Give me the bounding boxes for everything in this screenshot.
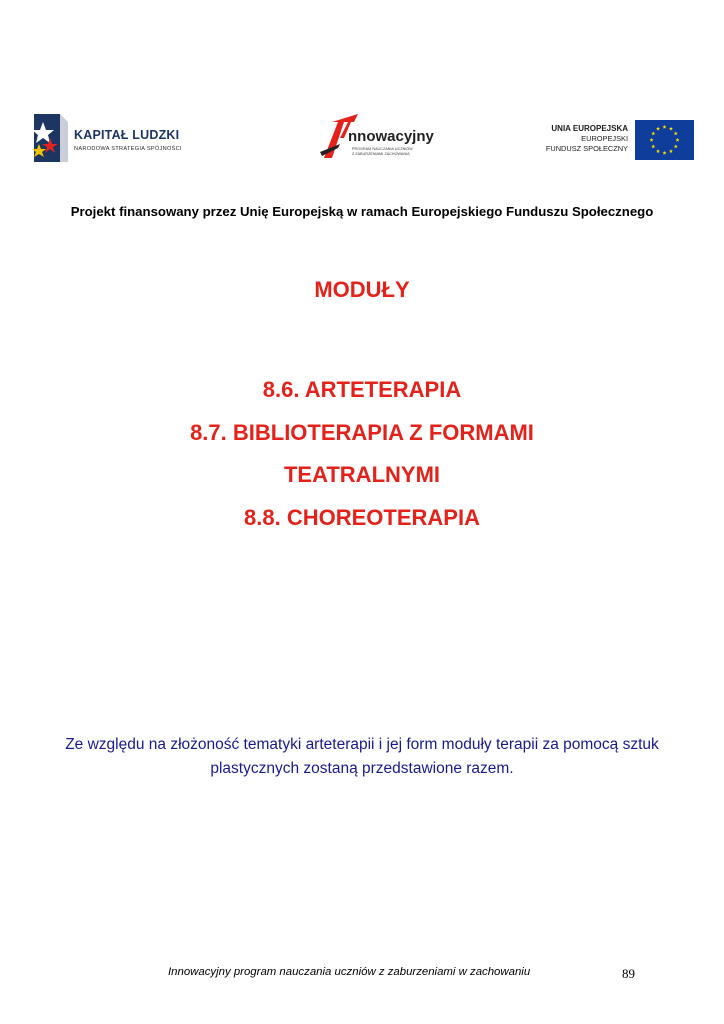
module-title-biblioterapia-cont: TEATRALNYMI <box>283 462 441 487</box>
kapital-ludzki-logo <box>30 112 200 164</box>
eu-line-3: FUNDUSZ SPOŁECZNY <box>545 144 628 153</box>
innowacyjny-wordmark: nnowacyjny <box>348 128 434 145</box>
innowacyjny-subline-1: PROGRAM NAUCZANIA UCZNIÓW <box>352 147 413 151</box>
module-title-arteterapia: 8.6. ARTETERAPIA <box>262 377 462 402</box>
eu-efs-logo <box>544 112 694 164</box>
module-titles <box>0 369 724 539</box>
project-funding-line: Projekt finansowany przez Unię Europejską w ramach Europejskiego Funduszu Społecznego <box>70 204 654 219</box>
page-number: 89 <box>622 966 635 981</box>
innowacyjny-subline-2: Z ZABURZENIAMI ZACHOWANIA <box>352 152 410 156</box>
kapital-ludzki-tagline: NARODOWA STRATEGIA SPÓJNOŚCI <box>74 146 182 152</box>
eu-line-1: UNIA EUROPEJSKA <box>551 124 628 133</box>
footer-text: Innowacyjny program nauczania uczniów z zaburzeniami w zachowaniu <box>168 966 531 978</box>
eu-efs-text <box>546 124 628 154</box>
module-note: Ze względu na złożoność tematyki arteterapii i jej form moduły terapii za pomocą sztuk plastycznych zostaną przedstawione razem. <box>65 736 659 777</box>
kapital-ludzki-title: KAPITAŁ LUDZKI <box>74 128 180 142</box>
module-title-biblioterapia: 8.7. BIBLIOTERAPIA Z FORMAMI <box>190 419 534 445</box>
section-heading: MODUŁY <box>314 277 410 302</box>
logo-bar <box>30 108 694 168</box>
innowacyjny-logo <box>318 108 448 166</box>
eu-flag-icon <box>635 120 694 160</box>
module-title-choreoterapia: 8.8. CHOREOTERAPIA <box>244 504 480 530</box>
eu-line-2: EUROPEJSKI <box>581 134 628 143</box>
kapital-ludzki-emblem-icon <box>30 112 72 164</box>
